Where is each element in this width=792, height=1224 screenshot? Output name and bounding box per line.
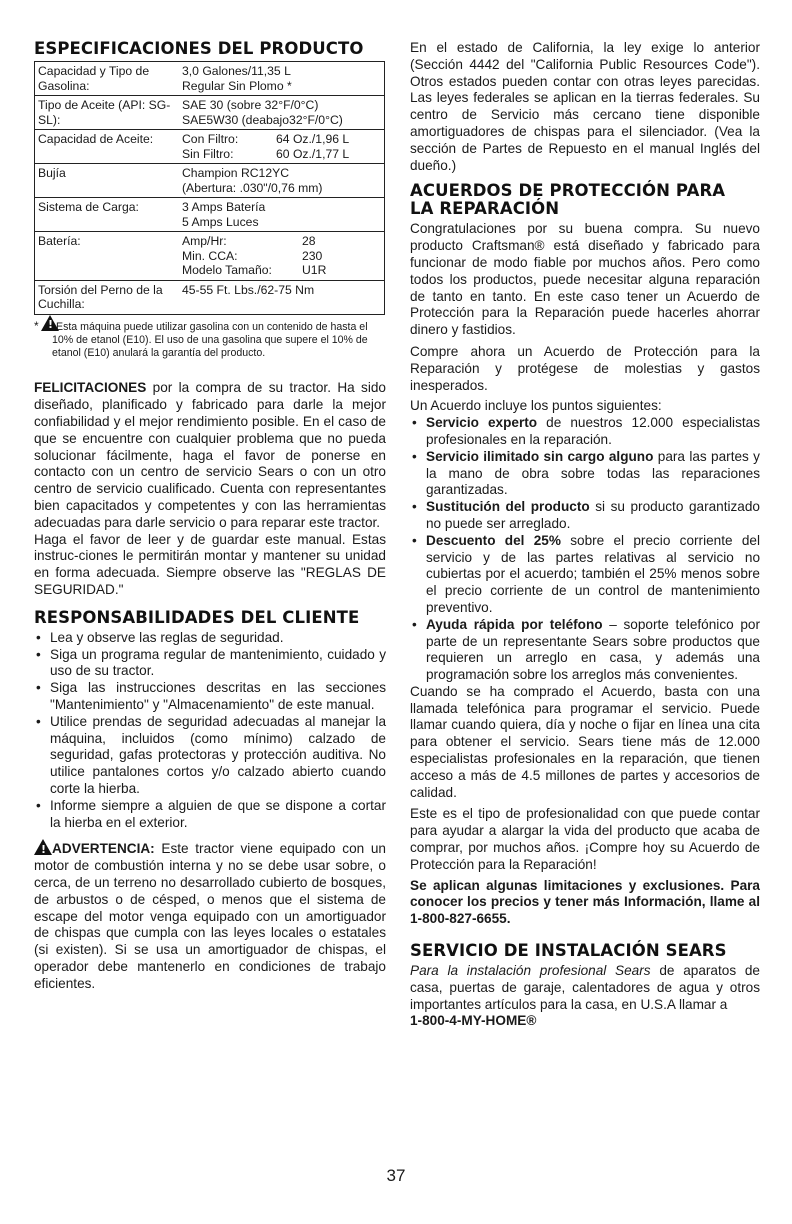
fuel-note bbox=[34, 318, 386, 361]
spec-row-oil-capacity bbox=[35, 130, 385, 164]
specs-title: ESPECIFICACIONES DEL PRODUCTO bbox=[34, 39, 364, 58]
protection-title-line1: ACUERDOS DE PROTECCIÓN PARA bbox=[410, 181, 726, 201]
item-bold: Descuento del 25% bbox=[426, 532, 561, 548]
protection-title-line2: LA REPARACIÓN bbox=[410, 199, 560, 219]
spec-value: Regular Sin Plomo * bbox=[182, 78, 292, 93]
fuel-note-text: Esta máquina puede utilizar gasolina con un contenido de hasta el 10% de etanol (E10). El uso de una gasolina que supere el 10% de etanol (E10) anulará la garantía del producto. bbox=[52, 320, 368, 360]
item-bold: Sustitución del producto bbox=[426, 499, 590, 515]
purchase-paragraph: Cuando se ha comprado el Acuerdo, basta con una llamada telefónica para programar el servicio. Puede llamar cuando quiera, día y noche o fijar en línea una cita para obtener el servicio. Sears tiene más de 12.000 especialistas profesionales en la reparación, que tienen acceso a más de 4.5 millones de partes y accesorios de calidad. bbox=[410, 683, 760, 800]
spec-label: Capacidad y Tipo de Gasolina: bbox=[35, 62, 180, 96]
protection-title bbox=[410, 182, 760, 218]
warning-triangle-icon bbox=[41, 315, 59, 331]
spec-value: 3,0 Galones/11,35 L bbox=[182, 64, 291, 78]
install-text: de aparatos de casa, puertas de garaje, calentadores de agua y otros importantes artículos para la casa, en U.S.A llamar a bbox=[410, 963, 760, 1012]
spec-value: SAE5W30 (deabajo32°F/0°C) bbox=[182, 112, 343, 127]
item-text: de nuestros 12.000 especialistas profesionales en la reparación. bbox=[426, 415, 760, 447]
agreement-list bbox=[410, 415, 760, 684]
protection-paragraph-2: Compre ahora un Acuerdo de Protección para la Reparación y protégese de molestias y gastos inesperados. bbox=[410, 343, 760, 393]
right-column bbox=[410, 40, 760, 1030]
spec-label: Capacidad de Aceite: bbox=[35, 130, 180, 164]
spec-label: Tipo de Aceite (API: SG-SL): bbox=[35, 96, 180, 130]
left-column bbox=[34, 40, 386, 992]
congrats-text: por la compra de su tractor. Ha sido diseñado, planificado y fabricado para darle la mejor confiabilidad y el mejor rendimiento posible. En el caso de que se encuentre con cualquier problema que no pueda solucionar fácilmente, haga el favor de ponerse en contacto con un centro de servicio Sears o con un otro centro de servicio cualificado. Cuenta con representantes bien capacitados y competentes y con las herramientas adecuadas para darle servicio o para reparar este tractor. bbox=[34, 380, 386, 530]
spec-sub-label: Amp/Hr: bbox=[182, 234, 227, 248]
warning-triangle-icon bbox=[34, 839, 52, 855]
item-text: – soporte telefónico por parte de un representante Sears sobre productos que requieren un arreglo en casa, y además una programación sobre los arreglos más convenientes. bbox=[426, 616, 760, 683]
item-bold: Servicio ilimitado sin cargo alguno bbox=[426, 448, 654, 464]
footnote-star: * bbox=[34, 318, 39, 333]
protection-paragraph-3: Un Acuerdo incluye los puntos siguientes: bbox=[410, 398, 662, 414]
list-item bbox=[410, 415, 760, 449]
protection-paragraph-1: Congratulaciones por su buena compra. Su nuevo producto Craftsman® está diseñado y fabricado para funcionar de modo fiable por muchos años. Pero como todos los productos, puede necesitar alguna reparación de tanto en tanto. En este caso tener un Acuerdo de Protección para la Reparación puede hacerles ahorrar dinero y fastidios. bbox=[410, 221, 760, 338]
responsibilities-title: RESPONSABILIDADES DEL CLIENTE bbox=[34, 607, 360, 627]
spec-sub-value: 64 Oz./1,96 L bbox=[276, 132, 350, 146]
item-text: para las partes y la mano de obra sobre todas las reparaciones garantizadas. bbox=[426, 448, 760, 498]
spec-sub-label: Min. CCA: bbox=[182, 248, 238, 263]
spec-label: Bujía bbox=[35, 164, 180, 198]
type-paragraph: Este es el tipo de profesionalidad con que puede contar para ayudar a alargar la vida del producto que acaba de comprar, por muchos años. ¡Compre hoy su Acuerdo de Protección para la Reparación! bbox=[410, 806, 760, 872]
list-item bbox=[410, 533, 760, 617]
item-bold: Ayuda rápida por teléfono bbox=[426, 616, 603, 632]
list-item: • Utilice prendas de seguridad adecuadas al manejar la máquina, incluidos (como mínimo) calzado de seguridad, gafas protectoras y protección auditiva. No utilice pantalones cortos y/o calzado abierto cuando corte la hierba. bbox=[34, 714, 386, 798]
spec-row-spark-plug bbox=[35, 164, 385, 198]
spec-sub-label: Sin Filtro: bbox=[182, 146, 234, 161]
install-phone: 1-800-4-MY-HOME® bbox=[410, 1013, 537, 1029]
california-paragraph: En el estado de California, la ley exige lo anterior (Sección 4442 del "California Public Resources Code"). Otros estados pueden contar con otras leyes parecidas. Las leyes federales se aplican en la tierras federales. Su centro de Servicio más cercano tiene disponible amortiguadores de chispas para el silenciador. (Vea la sección de Partes de Repuesto en el manual Inglés del dueño.) bbox=[410, 40, 760, 173]
install-paragraph bbox=[410, 963, 760, 1030]
install-title: SERVICIO DE INSTALACIÓN SEARS bbox=[410, 941, 727, 961]
list-item bbox=[410, 449, 760, 499]
warning-bold: ADVERTENCIA: bbox=[52, 841, 155, 857]
list-item bbox=[410, 499, 760, 533]
spec-value: Champion RC12YC bbox=[182, 166, 290, 180]
install-italic: Para la instalación profesional Sears bbox=[410, 963, 651, 979]
spec-row-battery bbox=[35, 232, 385, 281]
spec-sub-label: Modelo Tamaño: bbox=[182, 263, 272, 277]
item-text: sobre el precio corriente del servicio y de las partes relativas al servicio no cubiertas por el acuerdo; también el 25% menos sobre el precio corriente de un control de mantenimiento preventivo. bbox=[426, 532, 760, 615]
spec-value: SAE 30 (sobre 32°F/0°C) bbox=[182, 98, 319, 112]
spec-sub-value: 60 Oz./1,77 L bbox=[276, 146, 350, 161]
spec-label: Torsión del Perno de la Cuchilla: bbox=[35, 280, 180, 314]
limits-paragraph bbox=[410, 878, 760, 928]
list-item: • Lea y observe las reglas de seguridad. bbox=[34, 630, 386, 647]
spec-value: (Abertura: .030"/0,76 mm) bbox=[182, 180, 323, 195]
spec-label: Batería: bbox=[35, 232, 180, 281]
limits-bold: Se aplican algunas limitaciones y exclusiones. Para conocer los precios y tener más Información, llame al 1-800-827-6655. bbox=[410, 877, 760, 927]
spec-sub-value: U1R bbox=[302, 263, 327, 277]
spec-sub-value: 28 bbox=[302, 234, 316, 248]
item-text: si su producto garantizado no puede ser arreglado. bbox=[426, 499, 760, 531]
congrats-paragraph bbox=[34, 380, 386, 531]
item-bold: Servicio experto bbox=[426, 415, 538, 431]
spec-row-blade-torque bbox=[35, 280, 385, 314]
list-item bbox=[410, 617, 760, 684]
list-item: • Siga un programa regular de mantenimiento, cuidado y uso de su tractor. bbox=[34, 647, 386, 681]
warning-paragraph bbox=[34, 839, 386, 992]
spec-row-fuel bbox=[35, 62, 385, 96]
list-item: • Informe siempre a alguien de que se dispone a cortar la hierba en el exterior. bbox=[34, 798, 386, 832]
spec-row-charging bbox=[35, 198, 385, 232]
spec-value: 5 Amps Luces bbox=[182, 214, 259, 229]
spec-label: Sistema de Carga: bbox=[35, 198, 180, 232]
list-item: • Siga las instrucciones descritas en las secciones "Mantenimiento" y "Almacenamiento" de este manual. bbox=[34, 680, 386, 714]
responsibilities-list bbox=[34, 630, 386, 832]
spec-row-oil-type bbox=[35, 96, 385, 130]
specs-table bbox=[34, 61, 385, 315]
page-number: 37 bbox=[386, 1166, 406, 1185]
congrats-bold: FELICITACIONES bbox=[34, 380, 147, 396]
spec-value: 3 Amps Batería bbox=[182, 200, 266, 214]
warning-text: Este tractor viene equipado con un motor de combustión interna y no se debe usar sobre, o cerca, de un terreno no desarrollado cubierto de bosques, de arbustos o de césped, o menos que el sistema de escape del motor venga equipado con un amortiguador de chispas que cumpla con las leyes locales o estatales (si existen). Si se usa un amortiguador de chispas, el operador debe mantenerlo en condiciones de trabajo eficientes. bbox=[34, 841, 386, 991]
spec-sub-value: 230 bbox=[302, 248, 323, 263]
spec-sub-label: Con Filtro: bbox=[182, 132, 239, 146]
manual-paragraph: Haga el favor de leer y de guardar este manual. Estas instruc-ciones le permitirán montar y mantener su unidad en forma adecuada. Siempre observe las "REGLAS DE SEGURIDAD." bbox=[34, 531, 386, 597]
spec-value: 45-55 Ft. Lbs./62-75 Nm bbox=[182, 282, 315, 297]
